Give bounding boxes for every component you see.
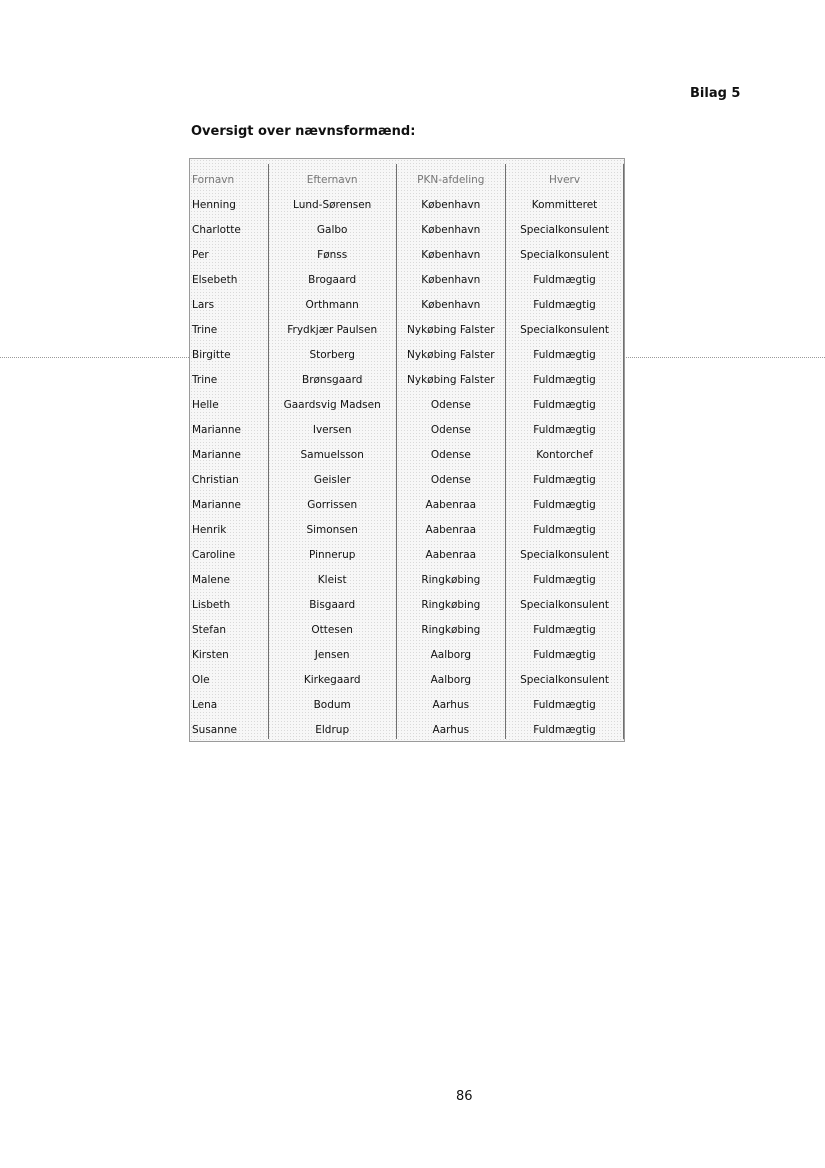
- table-row: [190, 264, 624, 289]
- last-name-cell: Brønsgaard: [268, 364, 396, 389]
- first-name-cell: Marianne: [190, 489, 268, 514]
- last-name-cell: Brogaard: [268, 264, 396, 289]
- first-name-cell: Lisbeth: [190, 589, 268, 614]
- first-name-cell: Caroline: [190, 539, 268, 564]
- first-name-cell: Kirsten: [190, 639, 268, 664]
- department-cell: Ringkøbing: [396, 614, 506, 639]
- column-header-first-name: Fornavn: [190, 164, 268, 189]
- table-row: [190, 339, 624, 364]
- table-row: [190, 289, 624, 314]
- department-cell: Odense: [396, 414, 506, 439]
- first-name-cell: Susanne: [190, 714, 268, 739]
- first-name-cell: Ole: [190, 664, 268, 689]
- first-name-cell: Charlotte: [190, 214, 268, 239]
- department-cell: Odense: [396, 439, 506, 464]
- role-cell: Specialkonsulent: [506, 589, 624, 614]
- last-name-cell: Orthmann: [268, 289, 396, 314]
- last-name-cell: Jensen: [268, 639, 396, 664]
- first-name-cell: Marianne: [190, 439, 268, 464]
- department-cell: Aarhus: [396, 714, 506, 739]
- department-cell: København: [396, 264, 506, 289]
- table-row: [190, 564, 624, 589]
- table-row: [190, 189, 624, 214]
- department-cell: Aarhus: [396, 689, 506, 714]
- table-row: [190, 464, 624, 489]
- role-cell: Kommitteret: [506, 189, 624, 214]
- chairpersons-table-frame: [189, 158, 625, 742]
- last-name-cell: Eldrup: [268, 714, 396, 739]
- role-cell: Fuldmægtig: [506, 489, 624, 514]
- department-cell: Aalborg: [396, 639, 506, 664]
- department-cell: Nykøbing Falster: [396, 314, 506, 339]
- last-name-cell: Fønss: [268, 239, 396, 264]
- role-cell: Fuldmægtig: [506, 714, 624, 739]
- first-name-cell: Christian: [190, 464, 268, 489]
- last-name-cell: Galbo: [268, 214, 396, 239]
- first-name-cell: Henning: [190, 189, 268, 214]
- role-cell: Kontorchef: [506, 439, 624, 464]
- department-cell: Nykøbing Falster: [396, 339, 506, 364]
- section-title: Oversigt over nævnsformænd:: [191, 124, 416, 139]
- last-name-cell: Geisler: [268, 464, 396, 489]
- first-name-cell: Trine: [190, 314, 268, 339]
- department-cell: Odense: [396, 389, 506, 414]
- first-name-cell: Helle: [190, 389, 268, 414]
- role-cell: Fuldmægtig: [506, 464, 624, 489]
- table-row: [190, 414, 624, 439]
- table-row: [190, 589, 624, 614]
- chairpersons-table: [190, 164, 624, 739]
- role-cell: Fuldmægtig: [506, 614, 624, 639]
- department-cell: København: [396, 289, 506, 314]
- last-name-cell: Kirkegaard: [268, 664, 396, 689]
- table-row: [190, 389, 624, 414]
- last-name-cell: Lund-Sørensen: [268, 189, 396, 214]
- first-name-cell: Stefan: [190, 614, 268, 639]
- table-body: [190, 189, 624, 739]
- last-name-cell: Bodum: [268, 689, 396, 714]
- last-name-cell: Storberg: [268, 339, 396, 364]
- role-cell: Fuldmægtig: [506, 689, 624, 714]
- role-cell: Fuldmægtig: [506, 564, 624, 589]
- role-cell: Fuldmægtig: [506, 414, 624, 439]
- role-cell: Specialkonsulent: [506, 314, 624, 339]
- first-name-cell: Lars: [190, 289, 268, 314]
- last-name-cell: Frydkjær Paulsen: [268, 314, 396, 339]
- role-cell: Fuldmægtig: [506, 339, 624, 364]
- last-name-cell: Ottesen: [268, 614, 396, 639]
- role-cell: Fuldmægtig: [506, 639, 624, 664]
- department-cell: Aabenraa: [396, 514, 506, 539]
- role-cell: Fuldmægtig: [506, 264, 624, 289]
- last-name-cell: Gorrissen: [268, 489, 396, 514]
- first-name-cell: Per: [190, 239, 268, 264]
- department-cell: Aabenraa: [396, 489, 506, 514]
- table-row: [190, 214, 624, 239]
- column-header-role: Hverv: [506, 164, 624, 189]
- last-name-cell: Samuelsson: [268, 439, 396, 464]
- table-row: [190, 689, 624, 714]
- table-row: [190, 239, 624, 264]
- role-cell: Specialkonsulent: [506, 239, 624, 264]
- table-row: [190, 314, 624, 339]
- page-number: 86: [456, 1089, 473, 1104]
- last-name-cell: Bisgaard: [268, 589, 396, 614]
- table-header-row: [190, 164, 624, 189]
- table-row: [190, 364, 624, 389]
- first-name-cell: Henrik: [190, 514, 268, 539]
- first-name-cell: Malene: [190, 564, 268, 589]
- table-row: [190, 714, 624, 739]
- first-name-cell: Birgitte: [190, 339, 268, 364]
- department-cell: København: [396, 189, 506, 214]
- first-name-cell: Trine: [190, 364, 268, 389]
- last-name-cell: Pinnerup: [268, 539, 396, 564]
- department-cell: Aalborg: [396, 664, 506, 689]
- first-name-cell: Lena: [190, 689, 268, 714]
- column-header-department: PKN-afdeling: [396, 164, 506, 189]
- department-cell: Ringkøbing: [396, 564, 506, 589]
- table-row: [190, 539, 624, 564]
- role-cell: Fuldmægtig: [506, 514, 624, 539]
- table-row: [190, 514, 624, 539]
- role-cell: Fuldmægtig: [506, 364, 624, 389]
- role-cell: Fuldmægtig: [506, 289, 624, 314]
- role-cell: Specialkonsulent: [506, 664, 624, 689]
- table-row: [190, 664, 624, 689]
- last-name-cell: Gaardsvig Madsen: [268, 389, 396, 414]
- appendix-label: Bilag 5: [690, 86, 741, 101]
- first-name-cell: Elsebeth: [190, 264, 268, 289]
- last-name-cell: Iversen: [268, 414, 396, 439]
- department-cell: Nykøbing Falster: [396, 364, 506, 389]
- department-cell: København: [396, 239, 506, 264]
- role-cell: Specialkonsulent: [506, 214, 624, 239]
- role-cell: Fuldmægtig: [506, 389, 624, 414]
- department-cell: Odense: [396, 464, 506, 489]
- first-name-cell: Marianne: [190, 414, 268, 439]
- table-row: [190, 614, 624, 639]
- table-row: [190, 489, 624, 514]
- last-name-cell: Simonsen: [268, 514, 396, 539]
- department-cell: København: [396, 214, 506, 239]
- column-header-last-name: Efternavn: [268, 164, 396, 189]
- department-cell: Ringkøbing: [396, 589, 506, 614]
- department-cell: Aabenraa: [396, 539, 506, 564]
- role-cell: Specialkonsulent: [506, 539, 624, 564]
- last-name-cell: Kleist: [268, 564, 396, 589]
- table-row: [190, 439, 624, 464]
- table-row: [190, 639, 624, 664]
